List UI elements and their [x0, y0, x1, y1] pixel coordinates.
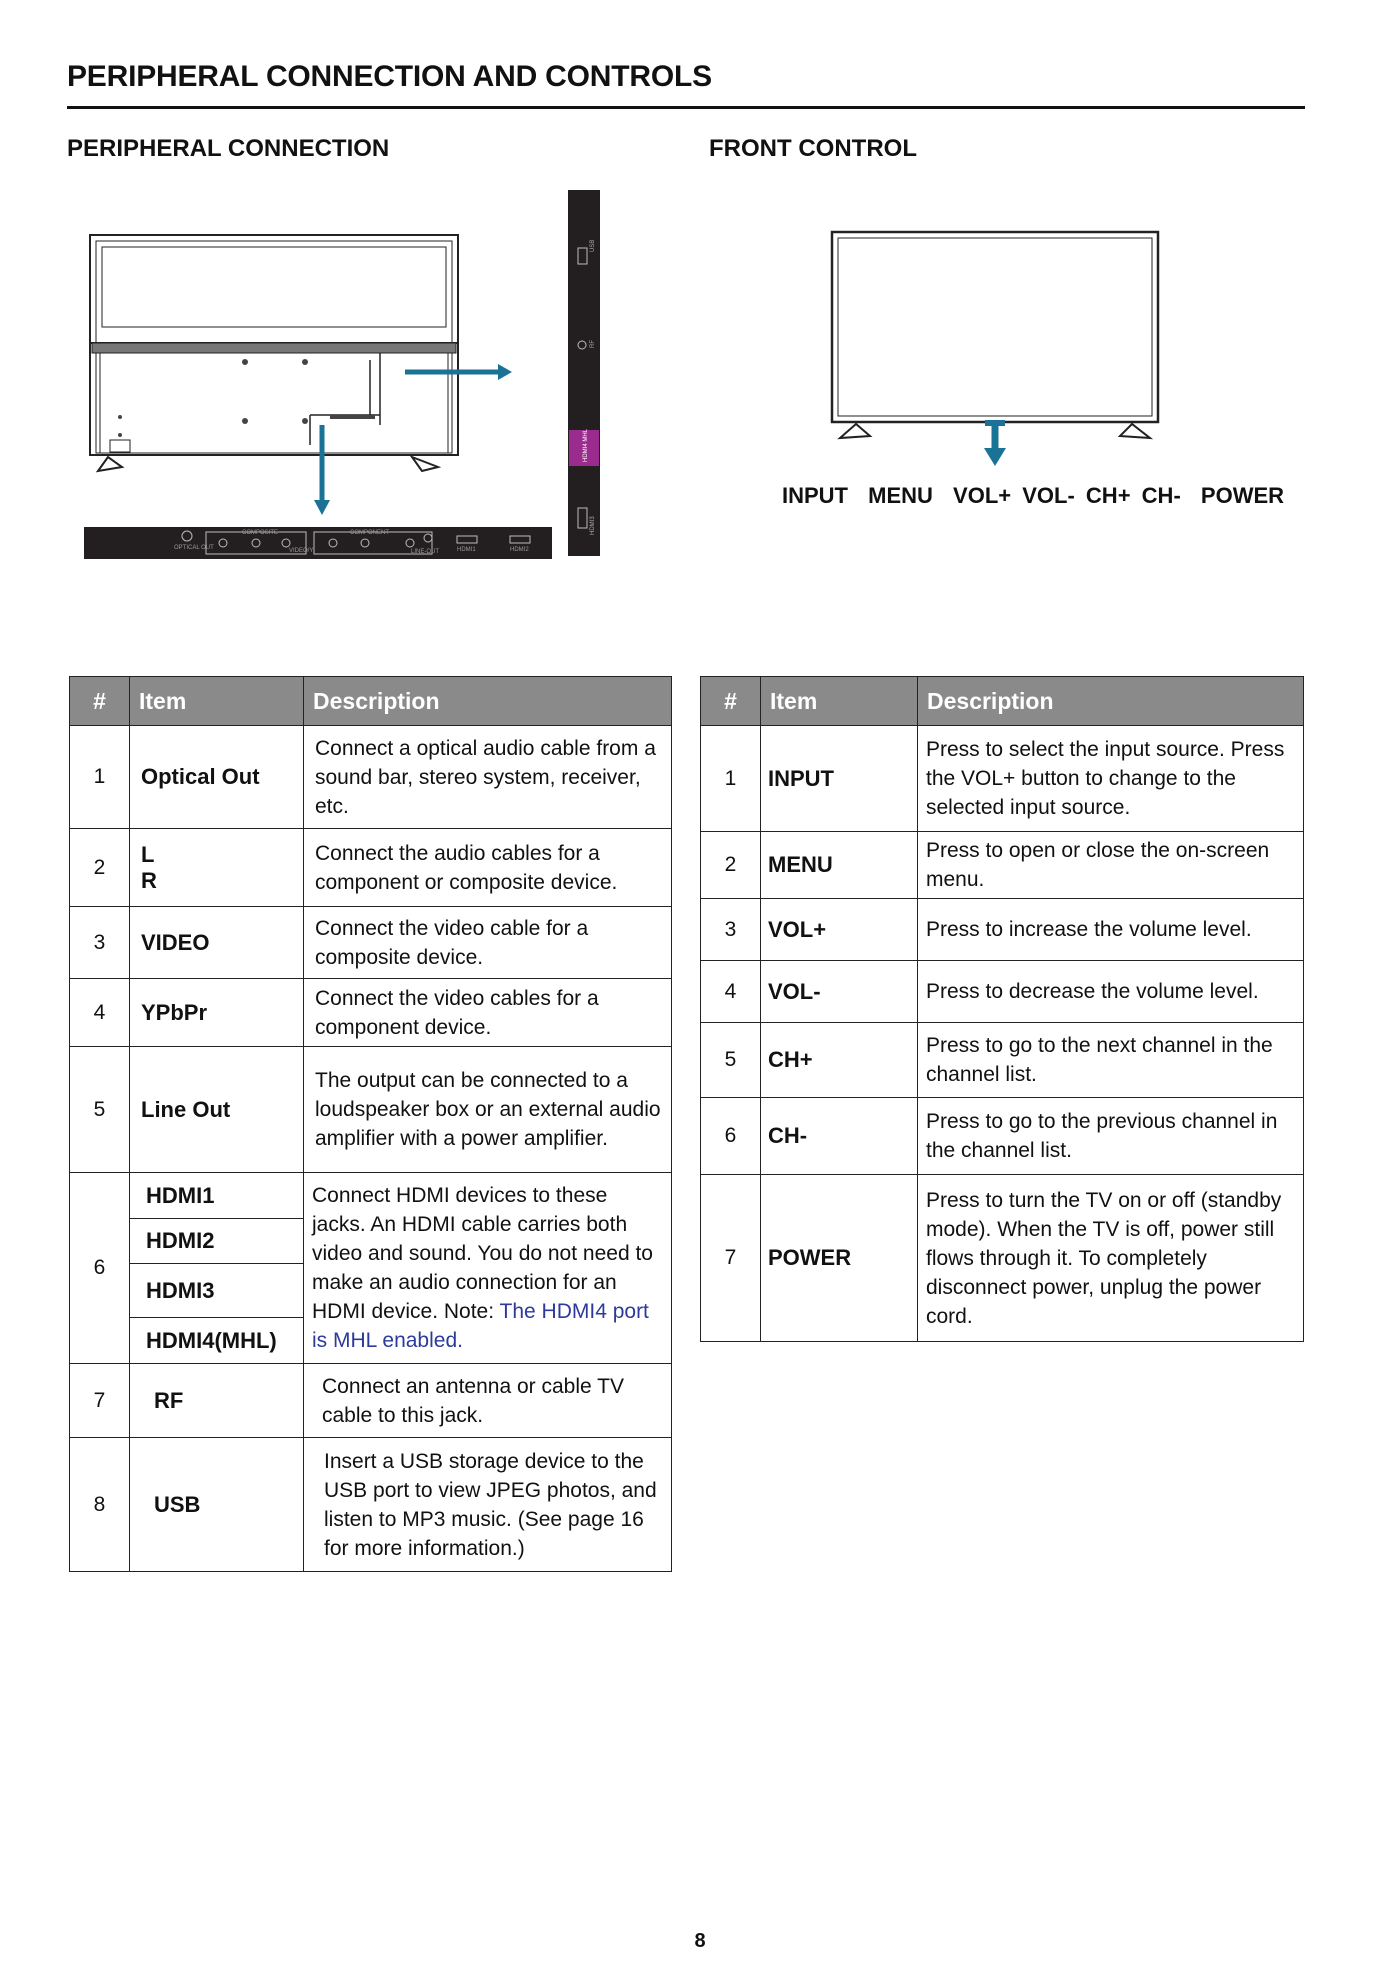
row-item-hdmi1: HDMI1 [130, 1173, 304, 1219]
front-button-labels [782, 483, 1298, 509]
row-num: 6 [70, 1173, 130, 1364]
row-item-hdmi4: HDMI4(MHL) [130, 1318, 304, 1364]
row-description: Connect an antenna or cable TV cable to this jack. [304, 1364, 672, 1438]
row-description: The output can be connected to a loudspeaker box or an external audio amplifier with a power amplifier. [304, 1047, 672, 1173]
row-item: VOL+ [761, 899, 918, 961]
row-num: 1 [701, 726, 761, 832]
row-description: Connect the video cables for a component device. [304, 979, 672, 1047]
panel-label-component: COMPONENT [350, 530, 389, 536]
panel-label-hdmi3: HDMI3 [590, 516, 596, 535]
row-item: INPUT [761, 726, 918, 832]
table-row [70, 1173, 672, 1219]
table-row [701, 1098, 1304, 1175]
table-row [701, 1023, 1304, 1098]
header-num: # [70, 677, 130, 726]
panel-label-line-out: LINE-OUT [411, 549, 440, 555]
label-ch-up: CH+ [1085, 483, 1131, 508]
peripheral-heading: PERIPHERAL CONNECTION [67, 135, 390, 162]
row-num: 2 [70, 829, 130, 907]
table-row [70, 1047, 672, 1173]
row-num: 7 [701, 1175, 761, 1342]
tv-rear-diagram [80, 185, 620, 565]
row-num: 5 [701, 1023, 761, 1098]
row-item: CH+ [761, 1023, 918, 1098]
row-item-l: L [141, 841, 155, 867]
hdmi-description: Connect HDMI devices to these jacks. An HDMI cable carries both video and sound. You do not need to make an audio connection for an HDMI device. Note: [312, 1184, 653, 1323]
row-item: MENU [761, 832, 918, 899]
row-description: Connect a optical audio cable from a sound bar, stereo system, receiver, etc. [304, 726, 672, 829]
panel-label-hdmi1: HDMI1 [457, 547, 476, 553]
row-num: 3 [70, 907, 130, 979]
row-item-hdmi3: HDMI3 [130, 1264, 304, 1318]
row-num: 2 [701, 832, 761, 899]
table-row [70, 1364, 672, 1438]
table-row [701, 961, 1304, 1023]
panel-label-rf: RF [590, 340, 596, 348]
table-row [701, 726, 1304, 832]
page-title: PERIPHERAL CONNECTION AND CONTROLS [67, 60, 712, 93]
row-description: Connect the audio cables for a component or composite device. [304, 829, 672, 907]
table-row [70, 1438, 672, 1572]
row-item: USB [130, 1438, 304, 1572]
header-num: # [701, 677, 761, 726]
label-input: INPUT [782, 483, 848, 508]
row-description [304, 1173, 672, 1364]
side-connector-panel [566, 190, 602, 560]
mhl-note: The HDMI4 port is MHL enabled. [312, 1300, 649, 1352]
table-header-row [70, 677, 672, 726]
row-num: 4 [701, 961, 761, 1023]
row-item: Optical Out [130, 726, 304, 829]
row-num: 3 [701, 899, 761, 961]
row-description: Press to go to the next channel in the channel list. [918, 1023, 1304, 1098]
header-item: Item [761, 677, 918, 726]
row-num: 1 [70, 726, 130, 829]
row-item [130, 829, 304, 907]
panel-label-composite: COMPOSITE [242, 530, 279, 536]
panel-label-video: VIDEO/Y [289, 548, 314, 554]
label-power: POWER [1200, 483, 1285, 508]
front-control-table [700, 676, 1304, 1342]
row-description: Press to select the input source. Press the VOL+ button to change to the selected input source. [918, 726, 1304, 832]
row-description: Press to increase the volume level. [918, 899, 1304, 961]
row-description: Press to turn the TV on or off (standby mode). When the TV is off, power still flows through it. To completely disconnect power, unplug the power cord. [918, 1175, 1304, 1342]
row-description: Insert a USB storage device to the USB port to view JPEG photos, and listen to MP3 music. (See page 16 for more information.) [304, 1438, 672, 1572]
row-item: VIDEO [130, 907, 304, 979]
row-num: 4 [70, 979, 130, 1047]
row-num: 7 [70, 1364, 130, 1438]
label-vol-down: VOL- [1022, 483, 1075, 508]
row-item: RF [130, 1364, 304, 1438]
label-menu: MENU [868, 483, 933, 508]
row-item-r: R [141, 867, 157, 893]
row-item: VOL- [761, 961, 918, 1023]
row-item: CH- [761, 1098, 918, 1175]
header-description: Description [918, 677, 1304, 726]
panel-label-optical: OPTICAL OUT [174, 545, 214, 551]
header-item: Item [130, 677, 304, 726]
row-description: Press to decrease the volume level. [918, 961, 1304, 1023]
header-description: Description [304, 677, 672, 726]
title-divider [67, 106, 1305, 109]
row-num: 8 [70, 1438, 130, 1572]
row-item: POWER [761, 1175, 918, 1342]
row-item: Line Out [130, 1047, 304, 1173]
tv-front-diagram [830, 228, 1170, 478]
page-number: 8 [694, 1930, 706, 1952]
panel-label-usb: USB [590, 239, 596, 252]
table-row [70, 907, 672, 979]
row-num: 5 [70, 1047, 130, 1173]
row-description: Press to go to the previous channel in the channel list. [918, 1098, 1304, 1175]
table-row [70, 829, 672, 907]
row-num: 6 [701, 1098, 761, 1175]
panel-label-hdmi2: HDMI2 [510, 547, 529, 553]
row-description: Connect the video cable for a composite device. [304, 907, 672, 979]
table-row [70, 979, 672, 1047]
peripheral-table [69, 676, 672, 1572]
row-description: Press to open or close the on-screen menu. [918, 832, 1304, 899]
row-item: YPbPr [130, 979, 304, 1047]
table-row [70, 726, 672, 829]
row-item-hdmi2: HDMI2 [130, 1219, 304, 1264]
label-ch-down: CH- [1141, 483, 1181, 508]
label-vol-up: VOL+ [953, 483, 1012, 508]
table-row [701, 832, 1304, 899]
table-header-row [701, 677, 1304, 726]
front-control-heading: FRONT CONTROL [709, 135, 917, 162]
table-row [701, 899, 1304, 961]
table-row [701, 1175, 1304, 1342]
panel-label-hdmi4: HDMI4 MHL [583, 428, 589, 462]
